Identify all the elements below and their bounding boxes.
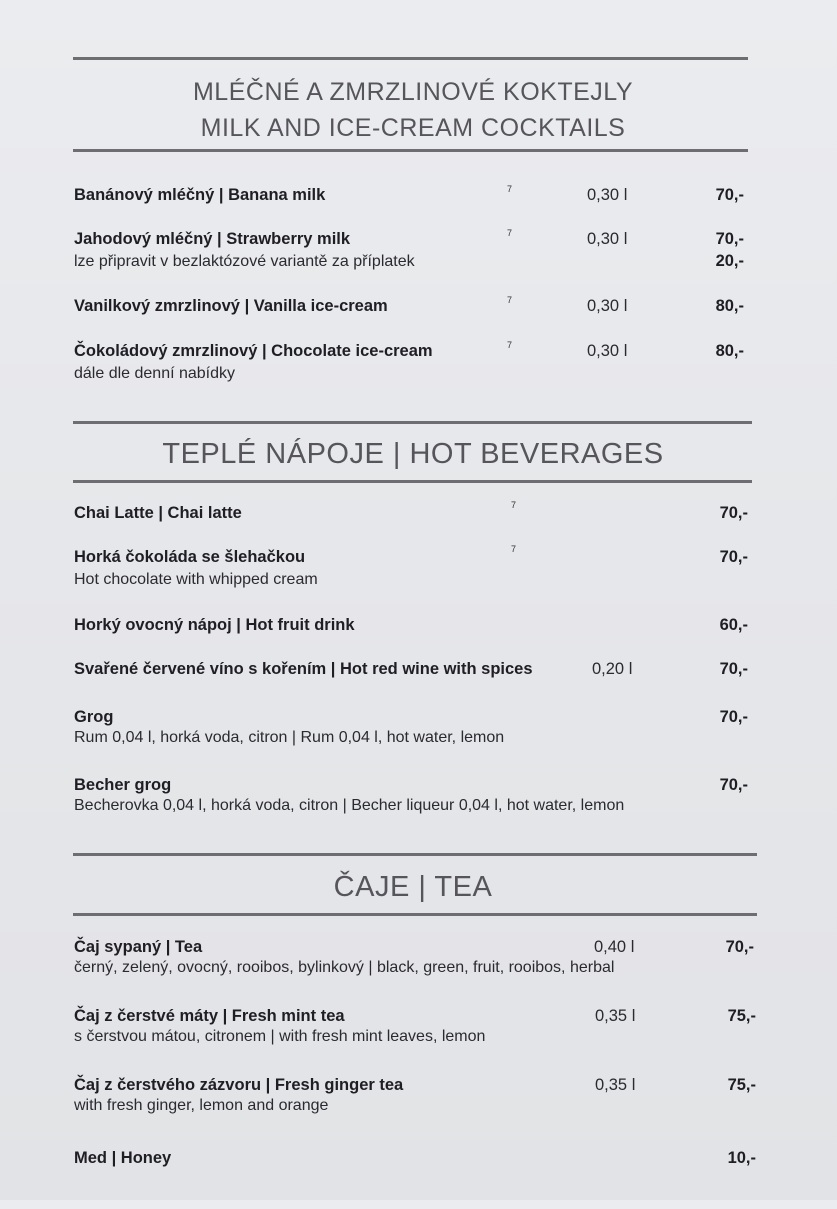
allergen-code: 7 — [511, 500, 517, 510]
menu-item — [74, 1076, 764, 1136]
menu-item — [74, 342, 764, 402]
menu-item — [74, 544, 764, 608]
item-volume: 0,35 l — [595, 1007, 636, 1025]
item-description: s čerstvou mátou, citronem | with fresh mint leaves, lemon — [74, 1028, 486, 1045]
section-divider — [73, 57, 748, 60]
allergen-code: 7 — [507, 184, 513, 194]
menu-item — [74, 1007, 764, 1067]
item-name: Med | Honey — [74, 1149, 172, 1167]
menu-item — [74, 230, 764, 290]
item-name: Čokoládový zmrzlinový | Chocolate ice-cream — [74, 342, 433, 360]
menu-item — [74, 708, 764, 768]
item-volume: 0,40 l — [594, 938, 635, 956]
item-description: dále dle denní nabídky — [74, 365, 236, 382]
item-price: 70,- — [719, 548, 748, 566]
item-price: 70,- — [719, 708, 748, 726]
item-price: 70,- — [725, 938, 754, 956]
item-price: 10,- — [727, 1149, 756, 1167]
item-name: Svařené červené víno s kořením | Hot red wine with spices — [74, 660, 533, 678]
section-title-line: ČAJE | TEA — [333, 871, 493, 903]
item-surcharge-price: 20,- — [715, 252, 744, 270]
item-price: 80,- — [715, 342, 744, 360]
item-name: Banánový mléčný | Banana milk — [74, 186, 326, 204]
section-divider — [73, 421, 752, 424]
item-price: 70,- — [715, 230, 744, 248]
item-name: Grog — [74, 708, 114, 726]
item-name: Becher grog — [74, 776, 172, 794]
item-name: Čaj sypaný | Tea — [74, 938, 203, 956]
section-divider — [73, 853, 757, 856]
item-volume: 0,35 l — [595, 1076, 636, 1094]
item-volume: 0,30 l — [587, 186, 628, 204]
item-name: Chai Latte | Chai latte — [74, 504, 242, 522]
item-price: 60,- — [719, 616, 748, 634]
menu-item — [74, 776, 764, 836]
item-price: 75,- — [727, 1076, 756, 1094]
item-description: Rum 0,04 l, horká voda, citron | Rum 0,04 l, hot water, lemon — [74, 729, 505, 746]
item-description: with fresh ginger, lemon and orange — [74, 1097, 329, 1114]
item-name: Vanilkový zmrzlinový | Vanilla ice-cream — [74, 297, 388, 315]
item-name: Jahodový mléčný | Strawberry milk — [74, 230, 351, 248]
item-volume: 0,30 l — [587, 230, 628, 248]
section-divider — [73, 913, 757, 916]
section-title-milk-cocktails — [73, 74, 753, 146]
item-name: Čaj z čerstvého zázvoru | Fresh ginger tea — [74, 1076, 404, 1094]
section-divider — [73, 149, 748, 152]
allergen-code: 7 — [507, 340, 513, 350]
item-price: 80,- — [715, 297, 744, 315]
allergen-code: 7 — [507, 228, 513, 238]
section-title-tea — [73, 868, 753, 906]
menu-item — [74, 1149, 764, 1209]
allergen-code: 7 — [507, 295, 513, 305]
item-description: lze připravit v bezlaktózové variantě za příplatek — [74, 253, 415, 270]
section-title-line-en: MILK AND ICE-CREAM COCKTAILS — [200, 114, 626, 142]
item-price: 70,- — [715, 186, 744, 204]
menu-item — [74, 938, 764, 998]
item-volume: 0,20 l — [592, 660, 633, 678]
item-price: 70,- — [719, 776, 748, 794]
section-title-line-cz: MLÉČNÉ A ZMRZLINOVÉ KOKTEJLY — [192, 78, 634, 106]
item-volume: 0,30 l — [587, 297, 628, 315]
allergen-code: 7 — [511, 544, 517, 554]
item-description: Hot chocolate with whipped cream — [74, 571, 318, 588]
item-name: Čaj z čerstvé máty | Fresh mint tea — [74, 1007, 345, 1025]
item-name: Horký ovocný nápoj | Hot fruit drink — [74, 616, 355, 634]
item-volume: 0,30 l — [587, 342, 628, 360]
section-divider — [73, 480, 752, 483]
item-price: 70,- — [719, 504, 748, 522]
item-price: 70,- — [719, 660, 748, 678]
item-name: Horká čokoláda se šlehačkou — [74, 548, 306, 566]
item-description: Becherovka 0,04 l, horká voda, citron | Becher liqueur 0,04 l, hot water, lemon — [74, 797, 625, 814]
item-price: 75,- — [727, 1007, 756, 1025]
section-title-hot-beverages — [73, 435, 753, 473]
item-description: černý, zelený, ovocný, rooibos, bylinkový | black, green, fruit, rooibos, herbal — [74, 959, 615, 976]
section-title-line: TEPLÉ NÁPOJE | HOT BEVERAGES — [162, 438, 664, 470]
